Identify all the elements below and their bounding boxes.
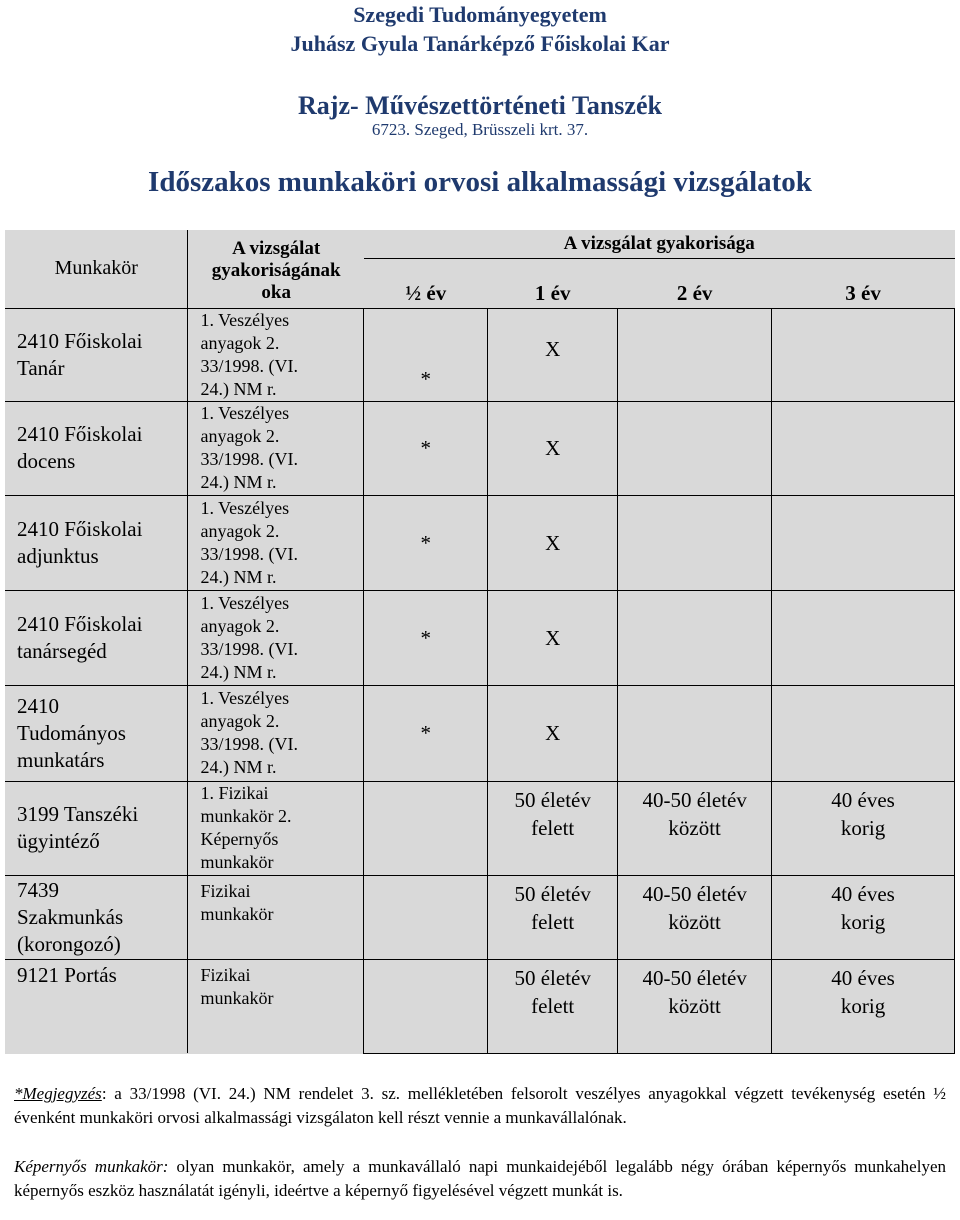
table-row bbox=[5, 401, 955, 495]
definition-text: olyan munkakör, amely a munkavállaló napi munkaidejéből legalább négy órában képernyős munkahelyen képernyős eszköz használatát igényli, ideértve a képernyő figyelésével végzett munkát is. bbox=[14, 1157, 946, 1200]
three-year-text: 40 éves korig bbox=[831, 787, 895, 840]
period-1-year: 1 év bbox=[488, 258, 618, 308]
reason-cell bbox=[188, 781, 364, 875]
table-row bbox=[5, 781, 955, 875]
reason-text: 1. Veszélyes anyagok 2. 33/1998. (VI. 24.) NM r. bbox=[200, 403, 298, 492]
half-year-cell: * bbox=[364, 308, 488, 401]
two-year-cell bbox=[618, 685, 772, 781]
document-header bbox=[0, 0, 960, 198]
two-year-cell bbox=[618, 781, 772, 875]
reason-cell bbox=[188, 875, 364, 959]
table-row bbox=[5, 590, 955, 685]
definition-label: Képernyős munkakör: bbox=[14, 1157, 169, 1176]
reason-cell bbox=[188, 308, 364, 401]
half-year-cell: * bbox=[364, 401, 488, 495]
job-cell bbox=[5, 308, 188, 401]
job-text: 2410 Tudományos munkatárs bbox=[17, 693, 126, 772]
reason-text: 1. Veszélyes anyagok 2. 33/1998. (VI. 24.) NM r. bbox=[200, 309, 298, 399]
job-text: 2410 Főiskolai docens bbox=[17, 422, 143, 473]
two-year-text: 40-50 életév között bbox=[642, 965, 747, 1018]
reason-text: Fizikai munkakör bbox=[200, 964, 274, 1008]
job-cell bbox=[5, 495, 188, 590]
reason-text: 1. Fizikai munkakör 2. Képernyős munkakör bbox=[200, 783, 292, 872]
half-year-cell bbox=[364, 781, 488, 875]
job-text: 3199 Tanszéki ügyintéző bbox=[17, 802, 139, 853]
three-year-cell bbox=[772, 401, 955, 495]
two-year-cell bbox=[618, 590, 772, 685]
job-text: 2410 Főiskolai tanársegéd bbox=[17, 611, 143, 663]
three-year-cell bbox=[772, 590, 955, 685]
two-year-text: 40-50 életév között bbox=[642, 787, 747, 840]
header-gyakorisag: A vizsgálat gyakorisága bbox=[563, 232, 755, 254]
one-year-cell: X bbox=[488, 308, 618, 401]
half-year-cell: * bbox=[364, 590, 488, 685]
three-year-cell bbox=[772, 685, 955, 781]
job-text: 2410 Főiskolai adjunktus bbox=[17, 516, 143, 568]
footnote-text: : a 33/1998 (VI. 24.) NM rendelet 3. sz. mellékletében felsorolt veszélyes anyagokkal végzett tevékenység esetén ½ évenként munkaköri orvosi alkalmassági vizsgálaton kell részt vennie a munkavállalónak. bbox=[14, 1084, 946, 1127]
job-text: 7439 Szakmunkás (korongozó) bbox=[17, 877, 124, 956]
reason-cell bbox=[188, 495, 364, 590]
job-text: 9121 Portás bbox=[17, 962, 117, 987]
one-year-cell: X bbox=[488, 685, 618, 781]
three-year-cell bbox=[772, 875, 955, 959]
faculty-name: Juhász Gyula Tanárképző Főiskolai Kar bbox=[290, 31, 670, 56]
three-year-cell bbox=[772, 308, 955, 401]
two-year-cell bbox=[618, 308, 772, 401]
one-year-text: 50 életév felett bbox=[514, 787, 591, 840]
table-row bbox=[5, 495, 955, 590]
reason-text: Fizikai munkakör bbox=[200, 880, 274, 924]
reason-cell bbox=[188, 685, 364, 781]
one-year-cell bbox=[488, 959, 618, 1053]
job-cell bbox=[5, 959, 188, 1053]
header-oka bbox=[188, 230, 364, 308]
one-year-cell: X bbox=[488, 495, 618, 590]
department-address: 6723. Szeged, Brüsszeli krt. 37. bbox=[371, 120, 589, 139]
half-year-cell bbox=[364, 875, 488, 959]
footnote-label: *Megjegyzés bbox=[14, 1084, 102, 1103]
two-year-text: 40-50 életév között bbox=[642, 881, 747, 934]
period-half-year: ½ év bbox=[364, 258, 488, 308]
reason-text: 1. Veszélyes anyagok 2. 33/1998. (VI. 24.) NM r. bbox=[200, 497, 298, 587]
two-year-cell bbox=[618, 495, 772, 590]
job-cell bbox=[5, 875, 188, 959]
period-2-year: 2 év bbox=[618, 258, 772, 308]
two-year-cell bbox=[618, 875, 772, 959]
university-name: Szegedi Tudományegyetem bbox=[353, 2, 607, 27]
footnote-hazardous bbox=[14, 1082, 946, 1130]
reason-cell bbox=[188, 590, 364, 685]
job-cell bbox=[5, 781, 188, 875]
reason-cell bbox=[188, 401, 364, 495]
reason-cell bbox=[188, 959, 364, 1053]
three-year-text: 40 éves korig bbox=[831, 881, 895, 934]
one-year-text: 50 életév felett bbox=[514, 881, 591, 934]
header-oka-label: A vizsgálat gyakoriságának oka bbox=[211, 237, 341, 303]
header-munkakor: Munkakör bbox=[54, 257, 138, 280]
period-3-year: 3 év bbox=[772, 258, 955, 308]
three-year-cell bbox=[772, 959, 955, 1053]
half-year-cell: * bbox=[364, 685, 488, 781]
table-row bbox=[5, 959, 955, 1053]
table-row bbox=[5, 875, 955, 959]
half-year-cell bbox=[364, 959, 488, 1053]
job-cell bbox=[5, 590, 188, 685]
reason-text: 1. Veszélyes anyagok 2. 33/1998. (VI. 24.) NM r. bbox=[200, 688, 298, 777]
one-year-cell bbox=[488, 781, 618, 875]
one-year-cell: X bbox=[488, 590, 618, 685]
one-year-cell: X bbox=[488, 401, 618, 495]
two-year-cell bbox=[618, 959, 772, 1053]
exam-frequency-table bbox=[5, 230, 955, 1054]
half-year-cell: * bbox=[364, 495, 488, 590]
job-text: 2410 Főiskolai Tanár bbox=[17, 328, 143, 380]
page-title: Időszakos munkaköri orvosi alkalmassági vizsgálatok bbox=[148, 166, 812, 198]
footnote-screen-work bbox=[14, 1155, 946, 1203]
reason-text: 1. Veszélyes anyagok 2. 33/1998. (VI. 24.) NM r. bbox=[200, 592, 298, 682]
table-row bbox=[5, 685, 955, 781]
job-cell bbox=[5, 685, 188, 781]
three-year-cell bbox=[772, 781, 955, 875]
one-year-text: 50 életév felett bbox=[514, 965, 591, 1018]
one-year-cell bbox=[488, 875, 618, 959]
two-year-cell bbox=[618, 401, 772, 495]
table-row bbox=[5, 308, 955, 401]
three-year-cell bbox=[772, 495, 955, 590]
job-cell bbox=[5, 401, 188, 495]
department-name: Rajz- Művészettörténeti Tanszék bbox=[298, 91, 662, 120]
three-year-text: 40 éves korig bbox=[831, 965, 895, 1018]
